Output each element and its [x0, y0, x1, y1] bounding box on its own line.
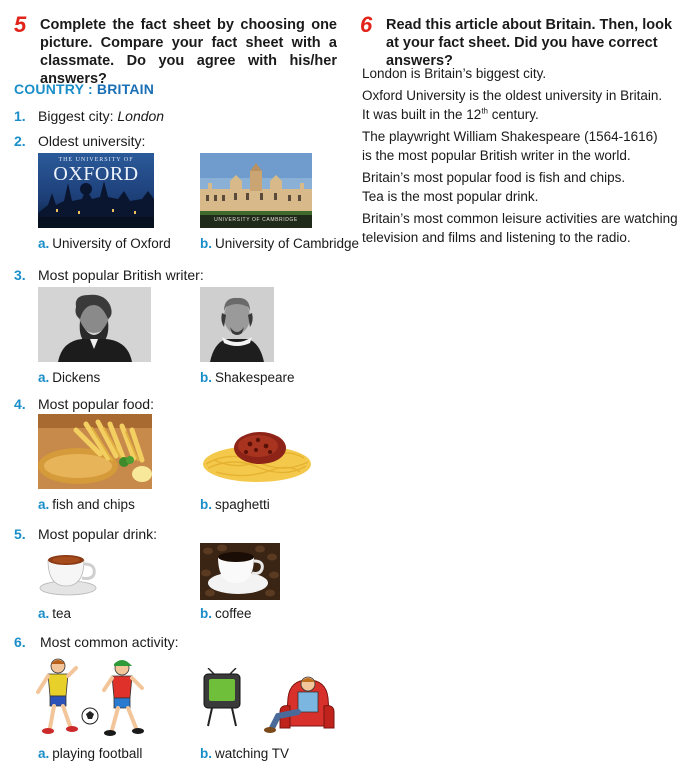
- article-century-sup: th: [481, 106, 488, 116]
- article-paragraph-4-line-1: Britain’s most popular food is fish and chips.: [362, 170, 626, 185]
- cambridge-image: [200, 153, 312, 228]
- option-6a-label: playing football: [52, 746, 143, 761]
- watching-tv-image: [200, 668, 340, 740]
- option-5b-letter: b.: [200, 606, 212, 621]
- article-paragraph-3-line-2: is the most popular British writer in the world.: [362, 148, 631, 163]
- shakespeare-image: [200, 287, 274, 362]
- country-label: COUNTRY :: [14, 81, 93, 97]
- option-3a-label: Dickens: [52, 370, 101, 385]
- option-3b-letter: b.: [200, 370, 212, 385]
- option-5b[interactable]: [200, 606, 252, 621]
- option-2b-label: University of Cambridge: [215, 236, 360, 251]
- oxford-image-caption: THE UNIVERSITY OF: [58, 157, 134, 163]
- article-paragraph-1: London is Britain’s biggest city.: [362, 66, 547, 81]
- dickens-image: [38, 287, 151, 362]
- question-5-number: 5.: [14, 526, 26, 542]
- coffee-image: [200, 543, 280, 600]
- spaghetti-image: [200, 420, 314, 486]
- option-5b-label: coffee: [215, 606, 252, 621]
- option-2a-letter: a.: [38, 236, 50, 251]
- country-heading: [14, 81, 154, 97]
- question-1-text: [38, 108, 164, 124]
- option-3b-label: Shakespeare: [215, 370, 295, 385]
- option-2b-letter: b.: [200, 236, 212, 251]
- playing-football-image: [36, 654, 154, 740]
- question-3-text: Most popular British writer:: [38, 267, 204, 283]
- option-2a[interactable]: [38, 236, 171, 251]
- fish-and-chips-image: [38, 414, 152, 489]
- question-3-number: 3.: [14, 267, 26, 283]
- question-2-number: 2.: [14, 133, 26, 149]
- question-4-number: 4.: [14, 396, 26, 412]
- article-paragraph-5-line-2: television and films and listening to the radio.: [362, 230, 631, 245]
- question-2-text: Oldest university:: [38, 133, 146, 149]
- article-paragraph-2-line-1: Oxford University is the oldest university in Britain.: [362, 88, 663, 103]
- option-4a[interactable]: [38, 497, 135, 512]
- article: [362, 64, 696, 247]
- article-paragraph-3-line-1: The playwright William Shakespeare (1564-1616): [362, 129, 658, 144]
- option-6a-letter: a.: [38, 746, 50, 761]
- option-6b-label: watching TV: [215, 746, 290, 761]
- exercise-5-instruction: Complete the fact sheet by choosing one picture. Compare your fact sheet with a classmate. Do you agree with his/her answers?: [40, 17, 337, 87]
- question-4-text: Most popular food:: [38, 396, 154, 412]
- option-3a[interactable]: [38, 370, 100, 385]
- cambridge-image-caption: UNIVERSITY OF CAMBRIDGE: [214, 217, 298, 223]
- option-5a-label: tea: [52, 606, 72, 621]
- article-paragraph-5-line-1: Britain’s most common leisure activities are watching: [362, 211, 678, 226]
- article-paragraph-4-line-2: Tea is the most popular drink.: [362, 189, 539, 204]
- option-4b-label: spaghetti: [215, 497, 270, 512]
- option-3b[interactable]: [200, 370, 295, 385]
- article-paragraph-2-line-2: [362, 105, 696, 124]
- question-5-text: Most popular drink:: [38, 526, 158, 542]
- option-6b[interactable]: [200, 746, 289, 761]
- option-4a-label: fish and chips: [52, 497, 135, 512]
- option-4b[interactable]: [200, 497, 270, 512]
- exercise-6-number: 6: [360, 12, 373, 37]
- option-2a-label: University of Oxford: [52, 236, 171, 251]
- option-2b[interactable]: [200, 236, 359, 251]
- exercise-5-number: 5: [14, 12, 27, 37]
- exercise-6-instruction: Read this article about Britain. Then, look at your fact sheet. Did you have correct answers?: [386, 17, 673, 69]
- oxford-image: [38, 153, 154, 228]
- option-4a-letter: a.: [38, 497, 50, 512]
- question-6-number: 6.: [14, 634, 26, 650]
- option-5a[interactable]: [38, 606, 71, 621]
- question-6-text: Most common activity:: [40, 634, 179, 650]
- question-1-prefix: Biggest city:: [38, 108, 118, 124]
- oxford-image-word: OXFORD: [53, 163, 139, 185]
- question-1-number: 1.: [14, 108, 26, 124]
- article-century-post: century.: [488, 107, 539, 122]
- option-3a-letter: a.: [38, 370, 50, 385]
- country-value: BRITAIN: [96, 81, 155, 97]
- option-4b-letter: b.: [200, 497, 212, 512]
- question-1-answer: London: [117, 108, 165, 124]
- option-5a-letter: a.: [38, 606, 50, 621]
- article-century-pre: It was built in the 12: [362, 107, 482, 122]
- option-6b-letter: b.: [200, 746, 212, 761]
- tea-image: [38, 546, 102, 598]
- option-6a[interactable]: [38, 746, 142, 761]
